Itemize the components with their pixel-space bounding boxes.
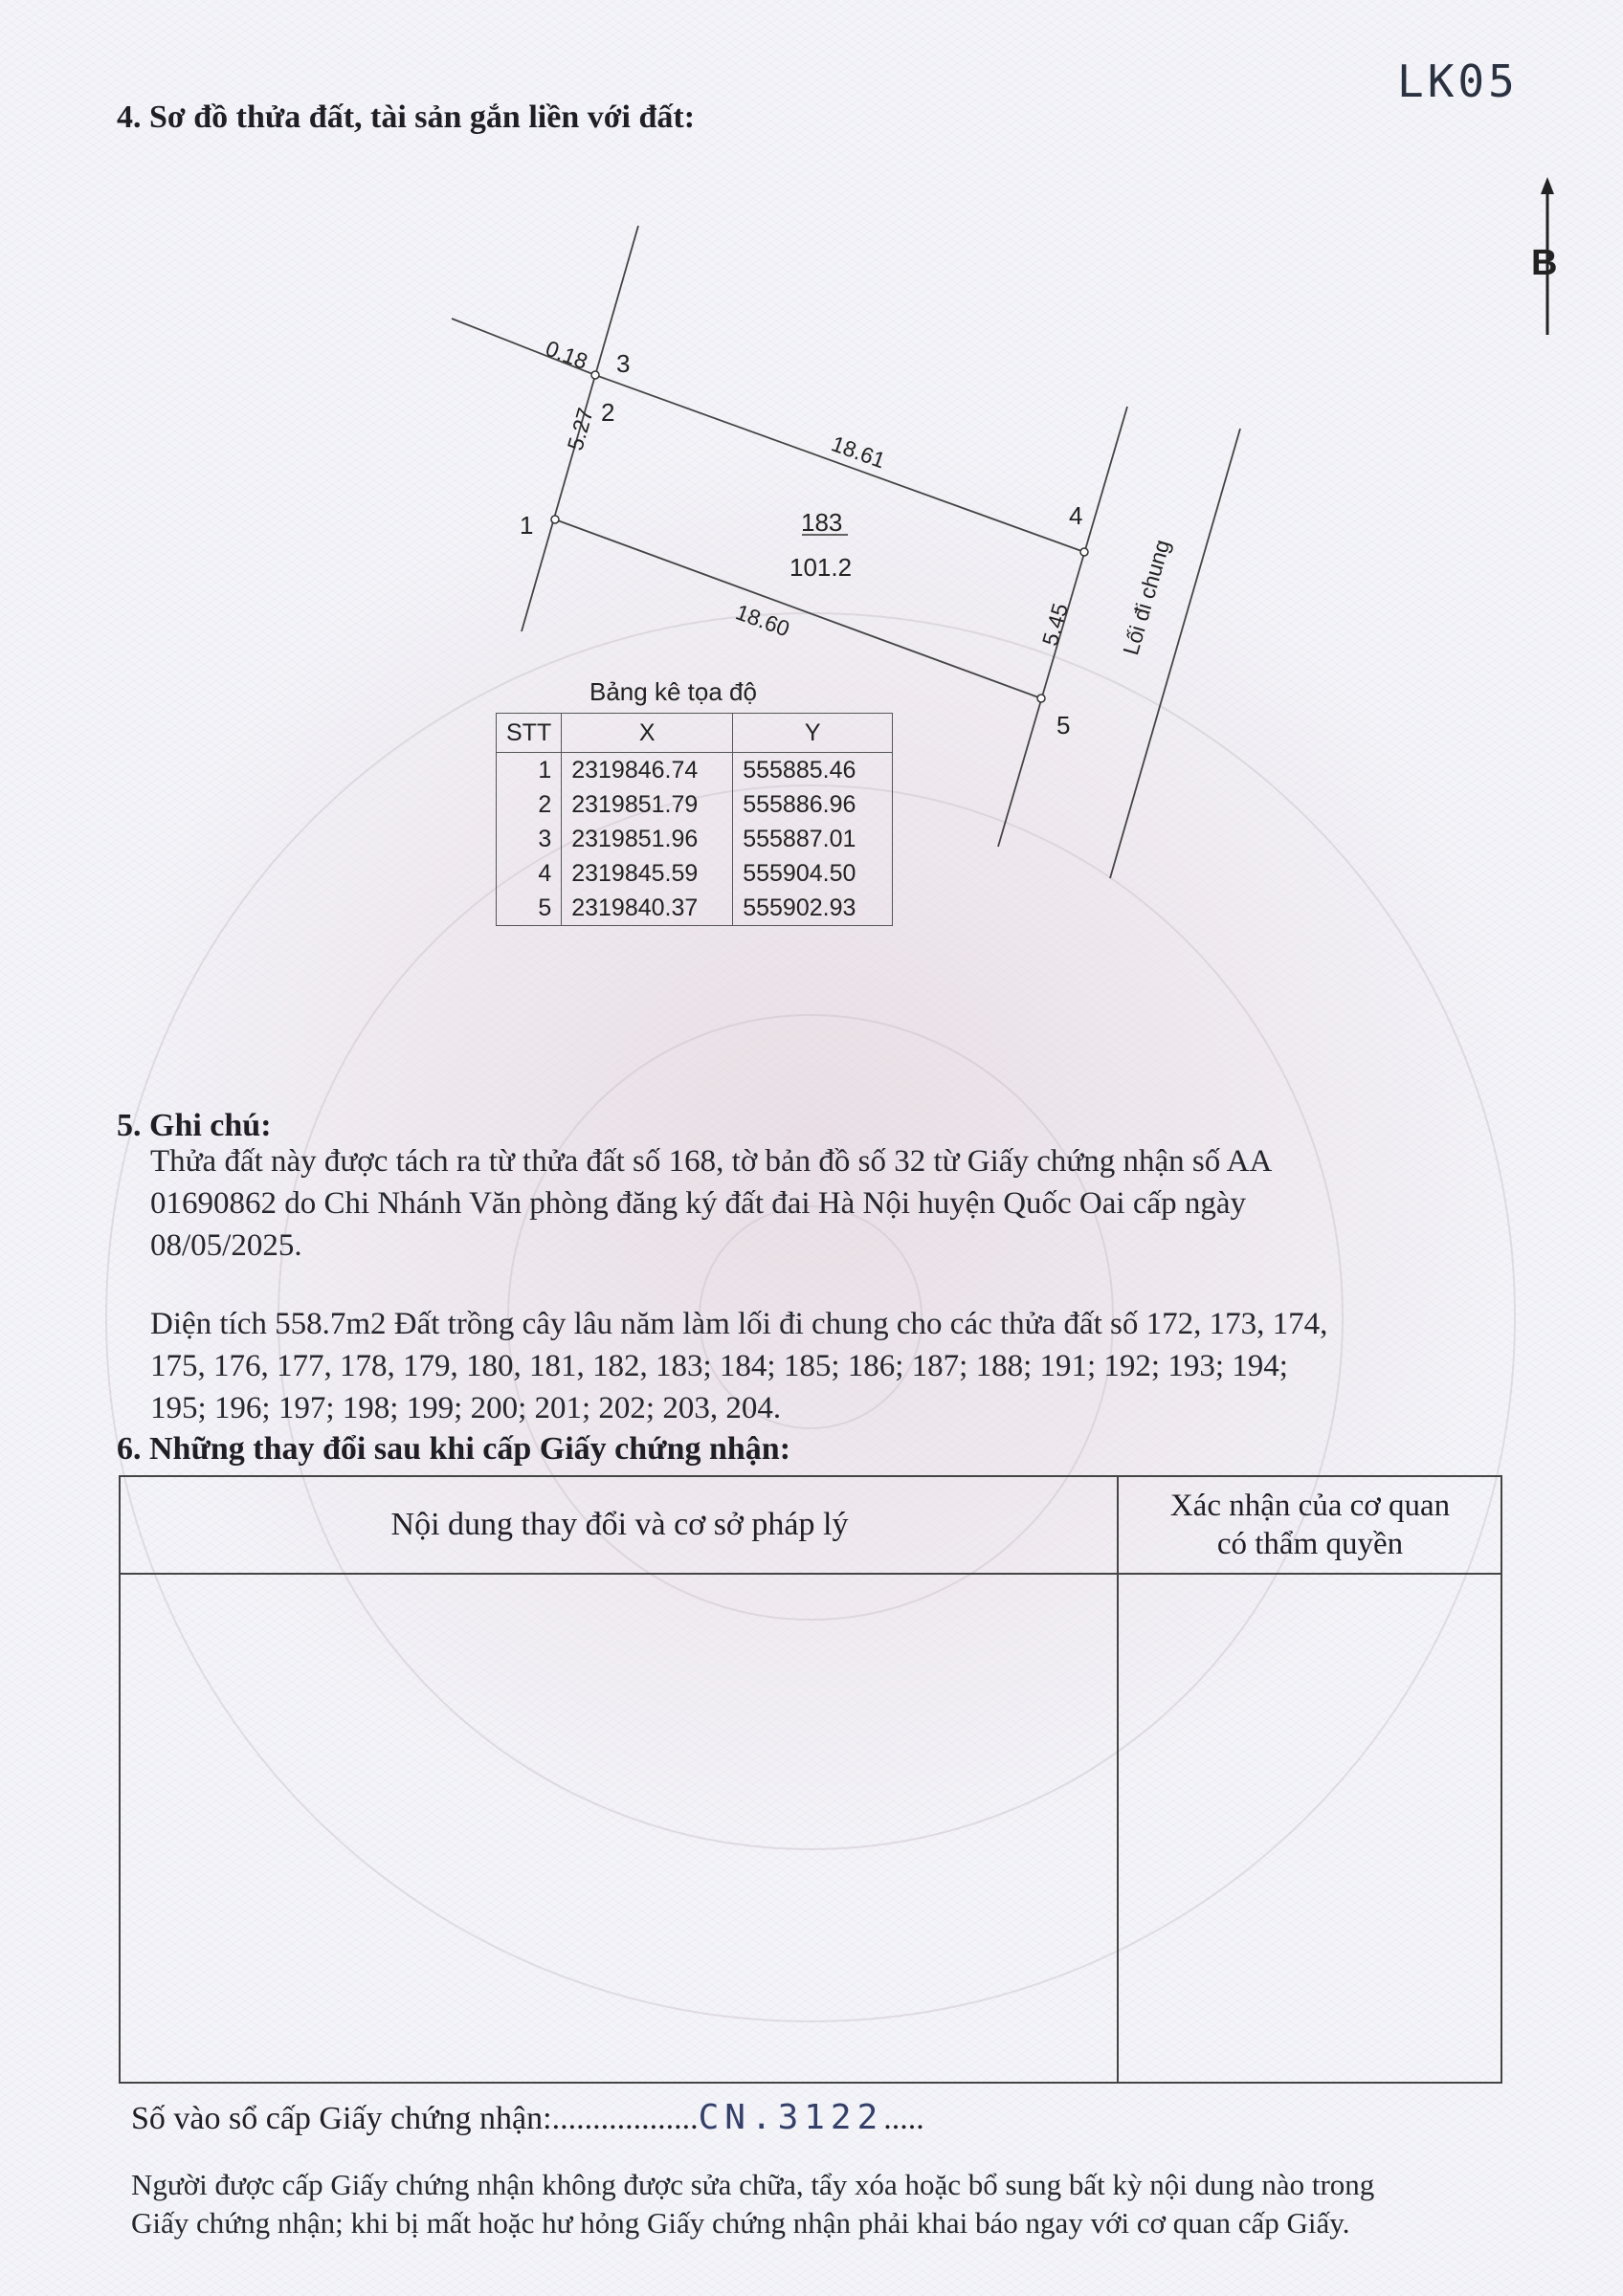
row-x: 2319846.74 (562, 753, 733, 788)
register-dots-end: ..... (883, 2101, 924, 2136)
changes-header-authority-line1: Xác nhận của cơ quan (1169, 1489, 1451, 1523)
row-stt: 3 (497, 822, 562, 856)
vertex-marker (591, 371, 599, 379)
row-y: 555904.50 (733, 856, 893, 891)
note-line: 195; 196; 197; 198; 199; 200; 201; 202; 203, 204. (150, 1391, 782, 1425)
note-paragraph-shared-path (150, 1303, 1327, 1429)
note-line: 08/05/2025. (150, 1228, 302, 1263)
register-number-line (131, 2098, 924, 2137)
table-row (497, 891, 893, 926)
row-y: 555902.93 (733, 891, 893, 926)
plot-boundary-bottom (555, 519, 1041, 698)
register-label: Số vào sổ cấp Giấy chứng nhận: (131, 2101, 552, 2136)
register-dots: .................. (551, 2101, 699, 2136)
changes-header-authority (1119, 1487, 1501, 1563)
north-arrow-label: B (1531, 243, 1558, 283)
table-header-y: Y (733, 714, 893, 753)
point-label-2: 2 (601, 398, 615, 427)
edge-label-5-27: 5.27 (562, 405, 598, 453)
row-y: 555885.46 (733, 753, 893, 788)
changes-authority-cell (1121, 1575, 1501, 2082)
footer-note (131, 2166, 1374, 2242)
changes-header-content (121, 1477, 1119, 1573)
note-line: Diện tích 558.7m2 Đất trồng cây lâu năm làm lối đi chung cho các thửa đất số 172, 173, 174, (150, 1307, 1328, 1341)
row-x: 2319851.79 (562, 787, 733, 822)
footer-note-line: Người được cấp Giấy chứng nhận không được sửa chữa, tẩy xóa hoặc bổ sung bất kỳ nội dung nào trong (131, 2168, 1375, 2201)
edge-label-18-60: 18.60 (732, 599, 793, 642)
table-header-stt: STT (497, 714, 562, 753)
changes-header-authority-line2: có thẩm quyền (1216, 1527, 1404, 1561)
table-row (497, 787, 893, 822)
table-row (497, 753, 893, 788)
edge-label-0-18: 0.18 (542, 335, 591, 375)
corner-handwritten-mark: LK05 (1397, 55, 1519, 107)
vertex-marker (551, 516, 559, 523)
note-paragraph-split-origin (150, 1140, 1272, 1267)
row-stt: 1 (497, 753, 562, 788)
note-line: Thửa đất này được tách ra từ thửa đất số 168, tờ bản đồ số 32 từ Giấy chứng nhận số AA (150, 1144, 1273, 1179)
row-y: 555887.01 (733, 822, 893, 856)
footer-note-line: Giấy chứng nhận; khi bị mất hoặc hư hỏng Giấy chứng nhận phải khai báo ngay với cơ quan cấp Giấy. (131, 2206, 1350, 2240)
row-stt: 4 (497, 856, 562, 891)
changes-content-cell (121, 1575, 1117, 2082)
edge-label-18-61: 18.61 (828, 430, 889, 474)
point-label-1: 1 (520, 511, 534, 540)
register-handwritten-number: CN.3122 (698, 2098, 884, 2137)
road-label: Lối đi chung (1118, 537, 1175, 658)
row-stt: 5 (497, 891, 562, 926)
section4-heading: 4. Sơ đồ thửa đất, tài sản gắn liền với đất: (117, 99, 696, 135)
edge-label-5-45: 5.45 (1036, 600, 1074, 649)
note-line: 01690862 do Chi Nhánh Văn phòng đăng ký đất đai Hà Nội huyện Quốc Oai cấp ngày (150, 1186, 1247, 1221)
parcel-number: 183 (801, 508, 843, 537)
row-stt: 2 (497, 787, 562, 822)
point-label-3: 3 (616, 349, 631, 378)
vertex-marker (1080, 548, 1088, 556)
coordinate-table-title: Bảng kê tọa độ (589, 677, 757, 706)
parcel-area: 101.2 (789, 553, 853, 582)
note-line: 175, 176, 177, 178, 179, 180, 181, 182, 183; 184; 185; 186; 187; 188; 191; 192; 193; 194; (150, 1349, 1288, 1383)
row-x: 2319845.59 (562, 856, 733, 891)
table-row (497, 856, 893, 891)
changes-header-content-label: Nội dung thay đổi và cơ sở pháp lý (390, 1507, 849, 1542)
section5-heading: 5. Ghi chú: (117, 1108, 272, 1143)
row-x: 2319851.96 (562, 822, 733, 856)
row-x: 2319840.37 (562, 891, 733, 926)
point-label-5: 5 (1056, 711, 1071, 740)
vertex-marker (1037, 695, 1045, 702)
coordinate-table (496, 713, 893, 926)
table-row (497, 822, 893, 856)
section6-heading: 6. Những thay đổi sau khi cấp Giấy chứng nhận: (117, 1431, 791, 1467)
point-label-4: 4 (1069, 501, 1083, 530)
row-y: 555886.96 (733, 787, 893, 822)
changes-table (119, 1475, 1502, 2084)
table-header-x: X (562, 714, 733, 753)
